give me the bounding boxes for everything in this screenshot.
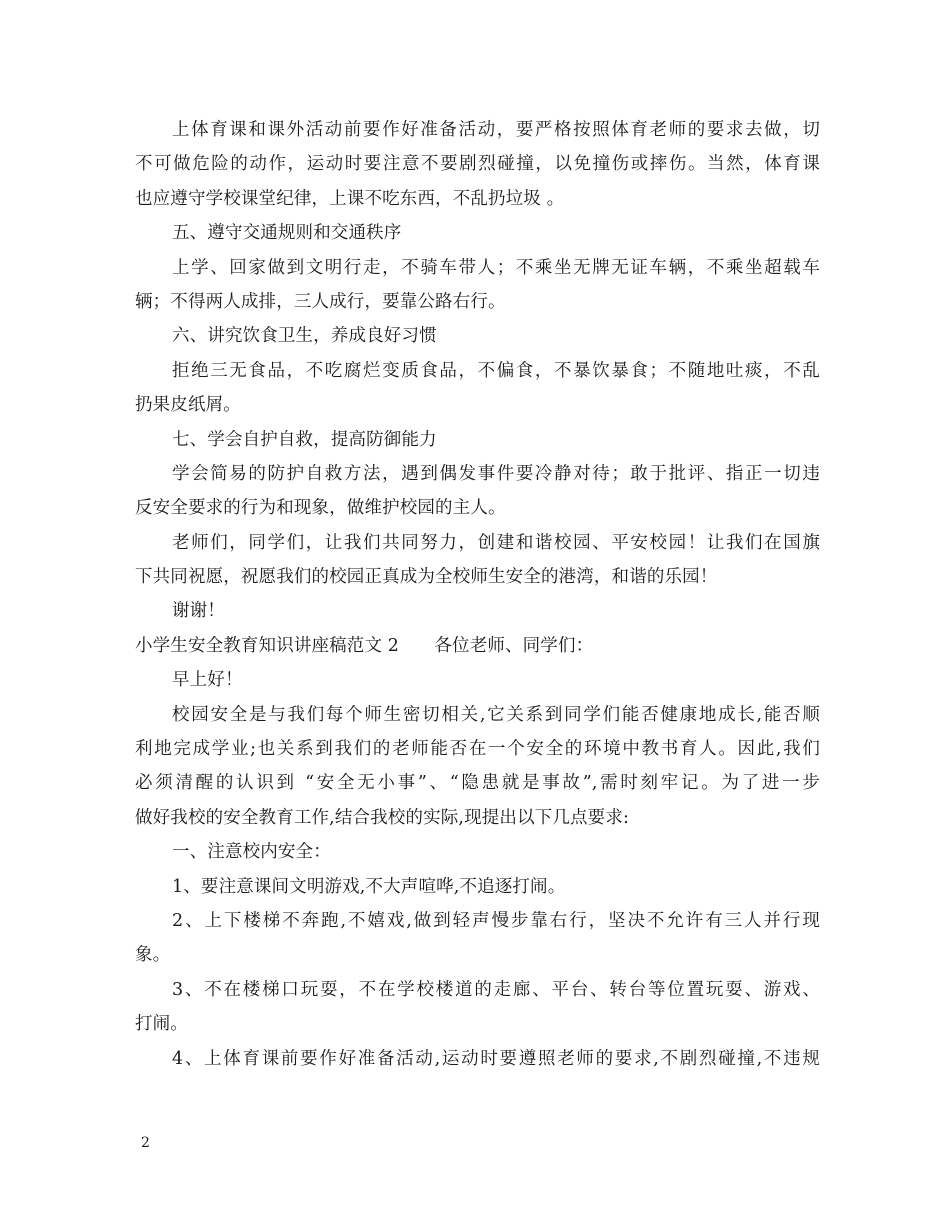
page-number: 2 — [141, 1135, 150, 1151]
section-heading: 五、遵守交通规则和交通秩序 — [172, 223, 402, 244]
greeting-line: 早上好！ — [172, 670, 243, 691]
section-heading: 六、讲究饮食卫生，养成良好习惯 — [172, 326, 437, 347]
section-heading: 七、学会自护自救，提高防御能力 — [172, 429, 437, 450]
list-item-continuation: 象。 — [135, 945, 171, 966]
list-item: 2、上下楼梯不奔跑,不嬉戏,做到轻声慢步靠右行，坚决不允许有三人并行现 — [172, 910, 820, 931]
paragraph-line: 做好我校的安全教育工作,结合我校的实际,现提出以下几点要求: — [135, 807, 630, 828]
paragraph-line: 老师们，同学们，让我们共同努力，创建和谐校园、平安校园！让我们在国旗 — [172, 532, 820, 553]
closing-line: 谢谢！ — [172, 601, 225, 622]
list-item: 3、不在楼梯口玩耍，不在学校楼道的走廊、平台、转台等位置玩耍、游戏、 — [172, 979, 820, 1000]
document-body — [135, 113, 820, 1076]
list-item-continuation: 打闹。 — [135, 1014, 188, 1035]
paragraph-line: 学会简易的防护自救方法，遇到偶发事件要冷静对待；敢于批评、指正一切违 — [172, 463, 820, 484]
paragraph-line: 上学、回家做到文明行走，不骑车带人；不乘坐无牌无证车辆，不乘坐超载车 — [172, 257, 820, 278]
paragraph-line: 下共同祝愿，祝愿我们的校园正真成为全校师生安全的港湾，和谐的乐园！ — [135, 567, 718, 588]
paragraph-line: 上体育课和课外活动前要作好准备活动，要严格按照体育老师的要求去做，切 — [172, 120, 820, 140]
paragraph-line: 辆；不得两人成排，三人成行，要靠公路右行。 — [135, 291, 506, 312]
paragraph-line: 不可做危险的动作，运动时要注意不要剧烈碰撞，以免撞伤或摔伤。当然，体育课 — [135, 154, 820, 175]
paragraph-line: 也应遵守学校课堂纪律，上课不吃东西，不乱扔垃圾 。 — [135, 188, 565, 209]
paragraph-line: 反安全要求的行为和现象，做维护校园的主人。 — [135, 498, 506, 519]
paragraph-line: 拒绝三无食品，不吃腐烂变质食品，不偏食，不暴饮暴食；不随地吐痰，不乱 — [172, 360, 820, 381]
paragraph-line: 校园安全是与我们每个师生密切相关,它关系到同学们能否健康地成长,能否顺 — [172, 704, 820, 725]
list-item: 4、上体育课前要作好准备活动,运动时要遵照老师的要求,不剧烈碰撞,不违规 — [172, 1048, 820, 1069]
paragraph-line: 必须清醒的认识到 “安全无小事”、“隐患就是事故”,需时刻牢记。为了进一步 — [135, 773, 820, 794]
paragraph-line: 利地完成学业;也关系到我们的老师能否在一个安全的环境中教书育人。因此,我们 — [135, 739, 820, 760]
list-item: 1、要注意课间文明游戏,不大声喧哗,不追逐打闹。 — [172, 876, 566, 897]
speech-title: 小学生安全教育知识讲座稿范文 2 各位老师、同学们： — [135, 635, 594, 656]
section-heading: 一、注意校内安全： — [172, 842, 331, 863]
paragraph-line: 扔果皮纸屑。 — [135, 395, 241, 416]
